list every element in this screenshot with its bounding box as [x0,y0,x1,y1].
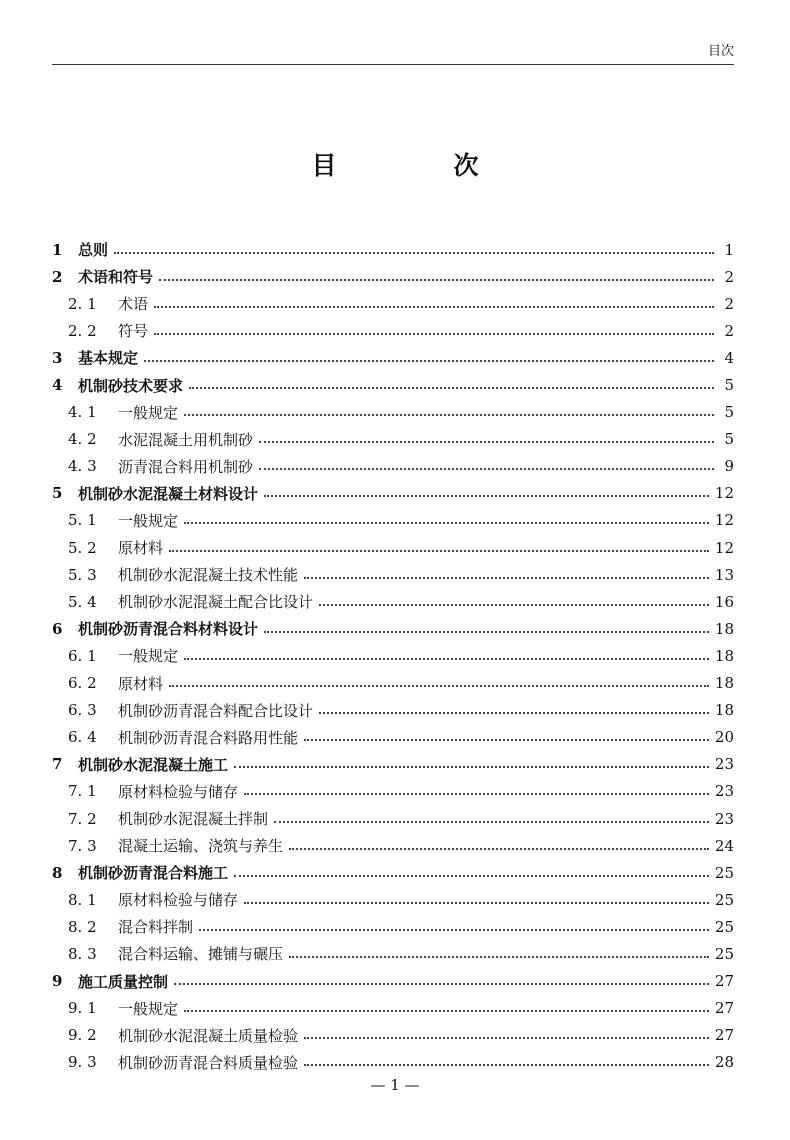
toc-entry[interactable] [52,697,734,724]
toc-entry[interactable] [52,995,734,1022]
toc-entry-number: 9 [52,972,63,991]
toc-entry-title: 一般规定 [118,403,179,422]
toc-entry[interactable] [52,263,734,290]
toc-entry-page: 5 [724,430,734,449]
toc-entry-page: 1 [724,240,734,259]
toc-entry-title: 机制砂沥青混合料质量检验 [118,1053,299,1072]
toc-entry[interactable] [52,561,734,588]
dot-leader [304,1064,709,1066]
toc-entry-title: 机制砂沥青混合料材料设计 [78,620,259,639]
toc-entry-title: 混凝土运输、浇筑与养生 [118,837,284,856]
toc-entry-page: 12 [714,484,734,503]
dot-leader [174,983,709,985]
toc-entry-number: 6. 4 [68,728,97,747]
toc-entry-page: 18 [714,701,734,720]
toc-entry-page: 23 [714,782,734,801]
toc-entry[interactable] [52,670,734,697]
toc-entry-title: 机制砂技术要求 [78,376,184,395]
toc-entry-title: 总则 [78,241,109,260]
toc-entry-page: 25 [714,890,734,909]
toc-entry-number: 6. 1 [68,646,97,665]
dot-leader [199,929,709,931]
toc-entry-number: 8 [52,863,63,882]
toc-entry-page: 12 [714,511,734,530]
toc-entry-page: 23 [714,755,734,774]
toc-entry[interactable] [52,1022,734,1049]
toc-entry[interactable] [52,724,734,751]
dot-leader [304,739,709,741]
toc-entry-title: 机制砂沥青混合料配合比设计 [118,701,314,720]
toc-entry-title: 机制砂水泥混凝土配合比设计 [118,593,314,612]
toc-entry[interactable] [52,642,734,669]
toc-entry-title: 一般规定 [118,999,179,1018]
toc-entry-title: 原材料 [118,674,164,693]
toc-entry-number: 9. 2 [68,1026,97,1045]
toc-entry[interactable] [52,344,734,371]
toc-entry-title: 术语和符号 [78,268,154,287]
toc-entry-number: 3 [52,348,63,367]
toc-entry[interactable] [52,453,734,480]
dot-leader [154,333,714,335]
toc-entry-page: 25 [714,944,734,963]
toc-entry[interactable] [52,968,734,995]
toc-entry-number: 6 [52,619,63,638]
toc-entry-page: 18 [714,619,734,638]
toc-entry-page: 18 [714,674,734,693]
toc-entry-title: 一般规定 [118,511,179,530]
toc-entry[interactable] [52,426,734,453]
toc-entry-number: 6. 3 [68,701,97,720]
dot-leader [184,414,714,416]
toc-entry-number: 2. 1 [68,294,97,313]
toc-entry[interactable] [52,534,734,561]
dot-leader [184,1010,709,1012]
toc-entry-number: 7. 3 [68,836,97,855]
toc-entry-page: 13 [714,565,734,584]
toc-entry-page: 2 [724,321,734,340]
toc-entry[interactable] [52,1049,734,1076]
dot-leader [234,875,709,877]
toc-entry-title: 混合料运输、摊铺与碾压 [118,945,284,964]
toc-entry-page: 25 [714,863,734,882]
toc-entry[interactable] [52,615,734,642]
dot-leader [274,821,709,823]
toc-entry-page: 2 [724,294,734,313]
toc-entry-title: 原材料检验与储存 [118,782,239,801]
toc-entry[interactable] [52,399,734,426]
toc-entry-number: 5. 1 [68,511,97,530]
toc-entry-number: 9. 1 [68,999,97,1018]
toc-entry[interactable] [52,588,734,615]
toc-entry-page: 27 [714,1026,734,1045]
toc-entry-number: 8. 3 [68,944,97,963]
dot-leader [259,441,714,443]
toc-entry[interactable] [52,507,734,534]
toc-entry-number: 5. 2 [68,538,97,557]
dot-leader [289,956,709,958]
toc-entry[interactable] [52,859,734,886]
toc-entry-number: 4. 1 [68,403,97,422]
toc-entry-page: 9 [724,457,734,476]
toc-entry[interactable] [52,805,734,832]
toc-entry-number: 7 [52,755,63,774]
page-title: 目 次 [311,151,525,180]
toc-entry-title: 混合料拌制 [118,918,194,937]
toc-entry-title: 机制砂水泥混凝土材料设计 [78,484,259,503]
toc-entry-page: 25 [714,917,734,936]
dot-leader [184,658,709,660]
dot-leader [304,577,709,579]
toc-entry-page: 24 [714,836,734,855]
toc-entry-title: 原材料检验与储存 [118,891,239,910]
toc-entry-number: 6. 2 [68,674,97,693]
toc-entry-number: 7. 1 [68,782,97,801]
toc-entry[interactable] [52,751,734,778]
dot-leader [114,252,714,254]
toc-entry[interactable] [52,940,734,967]
toc-entry[interactable] [52,913,734,940]
toc-entry-number: 1 [52,240,63,259]
toc-entry[interactable] [52,371,734,398]
toc-entry-number: 8. 1 [68,890,97,909]
toc-entry-title: 原材料 [118,539,164,558]
toc-entry-title: 机制砂沥青混合料施工 [78,864,229,883]
toc-entry-number: 9. 3 [68,1053,97,1072]
dot-leader [319,712,709,714]
toc-entry[interactable] [52,290,734,317]
toc-entry-page: 2 [724,267,734,286]
dot-leader [264,631,709,633]
toc-entry-number: 2. 2 [68,321,97,340]
toc-entry-title: 水泥混凝土用机制砂 [118,430,254,449]
running-head: 目次 [707,44,734,59]
toc-entry[interactable] [52,832,734,859]
toc-entry-page: 12 [714,538,734,557]
toc-entry-number: 4 [52,376,63,395]
dot-leader [264,495,709,497]
toc-entry-page: 20 [714,728,734,747]
toc-entry[interactable] [52,480,734,507]
header-rule [52,64,734,65]
toc-entry-page: 27 [714,972,734,991]
toc-entry-page: 28 [714,1053,734,1072]
toc-entry-title: 术语 [118,295,149,314]
toc-entry-page: 5 [724,403,734,422]
toc-entry-title: 机制砂水泥混凝土施工 [78,755,229,774]
toc-entry-page: 5 [724,376,734,395]
toc-entry-title: 机制砂水泥混凝土拌制 [118,810,269,829]
toc-entry-title: 一般规定 [118,647,179,666]
toc-entry[interactable] [52,236,734,263]
dot-leader [234,766,709,768]
toc-entry-page: 18 [714,646,734,665]
page-number: — 1 — [370,1076,420,1094]
toc-entry-number: 5. 3 [68,565,97,584]
dot-leader [159,279,714,281]
toc-entry[interactable] [52,886,734,913]
toc-entry-title: 机制砂水泥混凝土技术性能 [118,566,299,585]
dot-leader [169,550,709,552]
dot-leader [244,902,709,904]
toc-entry-title: 沥青混合料用机制砂 [118,457,254,476]
dot-leader [289,848,709,850]
dot-leader [259,468,714,470]
toc-entry-number: 4. 3 [68,457,97,476]
toc-entry-number: 2 [52,267,63,286]
toc-entry[interactable] [52,778,734,805]
dot-leader [244,793,709,795]
toc-entry[interactable] [52,317,734,344]
toc-entry-number: 4. 2 [68,430,97,449]
table-of-contents [52,236,734,1076]
dot-leader [169,685,709,687]
toc-entry-page: 4 [724,348,734,367]
dot-leader [154,306,714,308]
dot-leader [144,360,714,362]
toc-entry-page: 16 [714,592,734,611]
toc-entry-title: 机制砂水泥混凝土质量检验 [118,1026,299,1045]
toc-entry-number: 8. 2 [68,917,97,936]
toc-entry-number: 5 [52,484,63,503]
dot-leader [304,1037,709,1039]
toc-entry-title: 基本规定 [78,349,139,368]
toc-entry-page: 23 [714,809,734,828]
toc-entry-title: 机制砂沥青混合料路用性能 [118,728,299,747]
toc-entry-title: 施工质量控制 [78,972,169,991]
toc-entry-title: 符号 [118,322,149,341]
toc-entry-number: 7. 2 [68,809,97,828]
toc-entry-number: 5. 4 [68,592,97,611]
dot-leader [184,522,709,524]
toc-entry-page: 27 [714,999,734,1018]
dot-leader [319,604,709,606]
dot-leader [189,387,714,389]
